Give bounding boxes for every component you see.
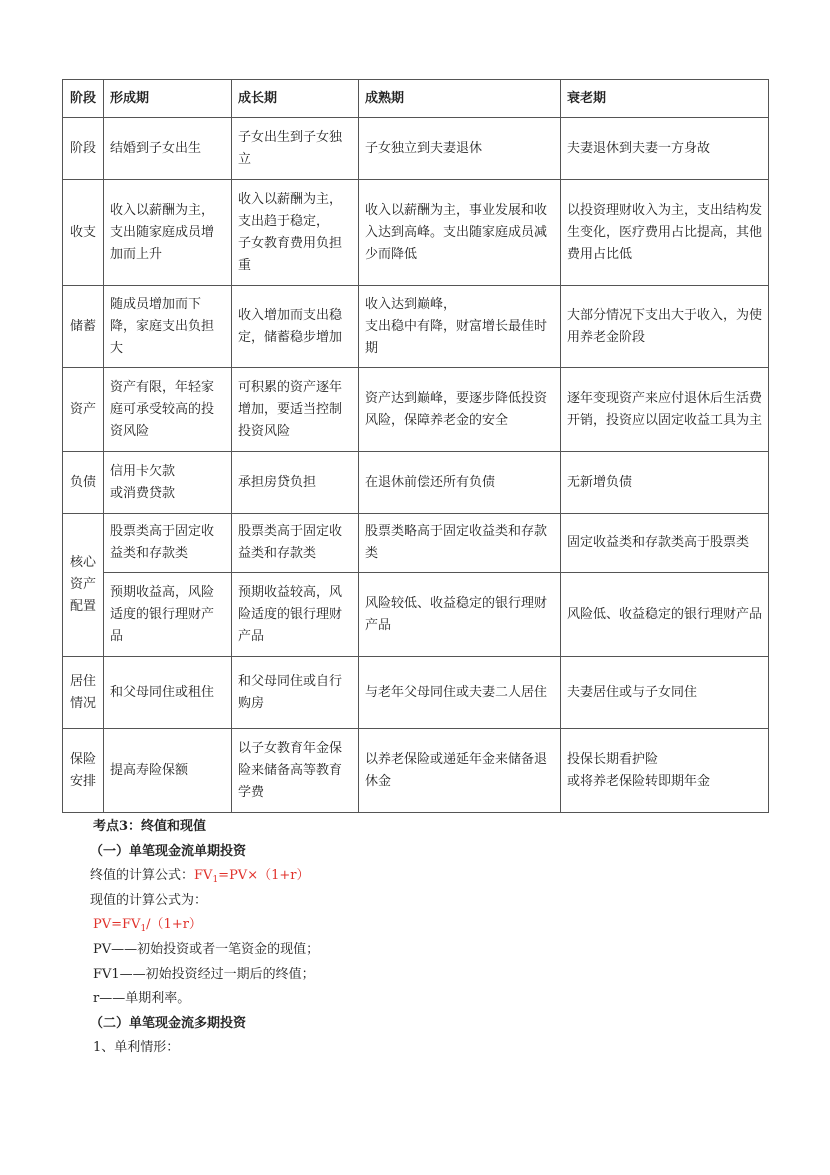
cell-line: 信用卡欠款 xyxy=(110,463,176,479)
definition-r: r——单期利率。 xyxy=(93,991,191,1007)
section-title: 考点3：终值和现值 xyxy=(93,819,207,834)
table-cell: 预期收益高，风险适度的银行理财产品 xyxy=(104,573,232,657)
formula-part: =PV×（1+r） xyxy=(218,868,310,884)
formula-subscript: 1 xyxy=(212,875,219,886)
row-label: 资产 xyxy=(63,368,104,452)
table-cell xyxy=(359,286,561,368)
definition-fv1: FV1——初始投资经过一期后的终值； xyxy=(93,966,315,982)
subsection-heading: （一）单笔现金流单期投资 xyxy=(90,843,247,859)
cell-line: 在退休前偿还所有负债 xyxy=(365,474,496,490)
table-cell: 夫妻退休到夫妻一方身故 xyxy=(561,118,769,180)
table-cell xyxy=(561,286,769,368)
formula-subscript: 1 xyxy=(140,924,147,935)
cell-line: 以投资理财收入为主，支出结构发生变化，医疗费用占比提高，其他费用占比低 xyxy=(567,202,763,262)
row-label: 储蓄 xyxy=(63,286,104,368)
table-cell xyxy=(232,729,359,813)
table-row-housing xyxy=(63,657,769,729)
cell-line: 支出趋于稳定， xyxy=(238,213,330,229)
table-row-allocation-a xyxy=(63,514,769,573)
table-cell: 风险较低、收益稳定的银行理财产品 xyxy=(359,573,561,657)
table-row-savings xyxy=(63,286,769,368)
table-cell xyxy=(359,452,561,514)
cell-line: 大部分情况下支出大于收入，为使用养老金阶段 xyxy=(567,307,763,345)
formula-part: PV=FV xyxy=(93,917,141,933)
table-cell xyxy=(104,729,232,813)
list-item: 1、单利情形： xyxy=(93,1040,180,1056)
pv-formula xyxy=(62,913,762,938)
cell-line: 或将养老保险转即期年金 xyxy=(567,773,711,789)
cell-line: 以子女教育年金保险来储备高等教育学费 xyxy=(238,740,343,800)
table-cell xyxy=(561,180,769,286)
table-cell: 和父母同住或租住 xyxy=(104,657,232,729)
table-cell: 子女独立到夫妻退休 xyxy=(359,118,561,180)
subsection-heading: （二）单笔现金流多期投资 xyxy=(90,1015,247,1031)
cell-line: 收入达到巅峰， xyxy=(365,296,457,312)
table-row-income xyxy=(63,180,769,286)
table-cell: 子女出生到子女独立 xyxy=(232,118,359,180)
table-row-debt xyxy=(63,452,769,514)
table-cell xyxy=(561,452,769,514)
table-cell: 风险低、收益稳定的银行理财产品 xyxy=(561,573,769,657)
cell-line: 收入以薪酬为主， xyxy=(238,191,343,207)
table-cell: 预期收益较高，风险适度的银行理财产品 xyxy=(232,573,359,657)
table-cell: 资产达到巅峰，要逐步降低投资风险，保障养老金的安全 xyxy=(359,368,561,452)
header-decline: 衰老期 xyxy=(561,80,769,118)
header-growth: 成长期 xyxy=(232,80,359,118)
cell-line: 或消费贷款 xyxy=(110,485,176,501)
table-cell: 逐年变现资产来应付退休后生活费开销，投资应以固定收益工具为主 xyxy=(561,368,769,452)
row-label: 居住情况 xyxy=(63,657,104,729)
cell-line: 支出随家庭成员增加而上升 xyxy=(110,224,215,262)
table-row-stage xyxy=(63,118,769,180)
fv-line xyxy=(62,864,762,889)
table-row-insurance xyxy=(63,729,769,813)
table-cell: 结婚到子女出生 xyxy=(104,118,232,180)
cell-line: 随成员增加而下降，家庭支出负担大 xyxy=(110,296,215,356)
header-formation: 形成期 xyxy=(104,80,232,118)
table-cell xyxy=(359,180,561,286)
cell-line: 收入以薪酬为主， xyxy=(110,202,215,218)
fv-formula xyxy=(194,868,310,886)
pv-label: 现值的计算公式为： xyxy=(90,892,208,908)
table-cell xyxy=(232,452,359,514)
formula-part: /（1+r） xyxy=(146,917,202,933)
cell-line: 支出稳中有降，财富增长最佳时期 xyxy=(365,318,548,356)
table-cell xyxy=(104,180,232,286)
formula-section xyxy=(62,815,762,1061)
table-cell: 股票类高于固定收益类和存款类 xyxy=(232,514,359,573)
header-stage: 阶段 xyxy=(63,80,104,118)
cell-line: 投保长期看护险 xyxy=(567,751,659,767)
row-label: 收支 xyxy=(63,180,104,286)
table-cell: 股票类高于固定收益类和存款类 xyxy=(104,514,232,573)
table-cell xyxy=(561,729,769,813)
table-cell xyxy=(104,452,232,514)
row-label: 阶段 xyxy=(63,118,104,180)
table-cell xyxy=(104,286,232,368)
table-cell: 可积累的资产逐年增加，要适当控制投资风险 xyxy=(232,368,359,452)
table-cell: 夫妻居住或与子女同住 xyxy=(561,657,769,729)
table-cell xyxy=(232,286,359,368)
header-maturity: 成熟期 xyxy=(359,80,561,118)
table-cell: 资产有限，年轻家庭可承受较高的投资风险 xyxy=(104,368,232,452)
table-cell: 股票类略高于固定收益类和存款类 xyxy=(359,514,561,573)
table-cell: 固定收益类和存款类高于股票类 xyxy=(561,514,769,573)
cell-line: 收入增加而支出稳定，储蓄稳步增加 xyxy=(238,307,343,345)
table-cell xyxy=(359,729,561,813)
table-cell: 和父母同住或自行购房 xyxy=(232,657,359,729)
lifecycle-table xyxy=(62,79,769,813)
row-label: 核心资产配置 xyxy=(63,514,104,657)
row-label: 保险安排 xyxy=(63,729,104,813)
cell-line: 承担房贷负担 xyxy=(238,474,317,490)
table-cell xyxy=(232,180,359,286)
table-cell: 与老年父母同住或夫妻二人居住 xyxy=(359,657,561,729)
fv-label: 终值的计算公式： xyxy=(90,868,195,884)
row-label: 负债 xyxy=(63,452,104,514)
cell-line: 子女教育费用负担重 xyxy=(238,235,343,273)
cell-line: 以养老保险或递延年金来储备退休金 xyxy=(365,751,548,789)
table-row-assets xyxy=(63,368,769,452)
cell-line: 无新增负债 xyxy=(567,474,633,490)
cell-line: 提高寿险保额 xyxy=(110,762,189,778)
table-row-allocation-b xyxy=(63,573,769,657)
cell-line: 收入以薪酬为主，事业发展和收入达到高峰。支出随家庭成员减少而降低 xyxy=(365,202,548,262)
definition-pv: PV——初始投资或者一笔资金的现值； xyxy=(93,941,320,957)
table-header-row xyxy=(63,80,769,118)
formula-part: FV xyxy=(194,868,213,884)
